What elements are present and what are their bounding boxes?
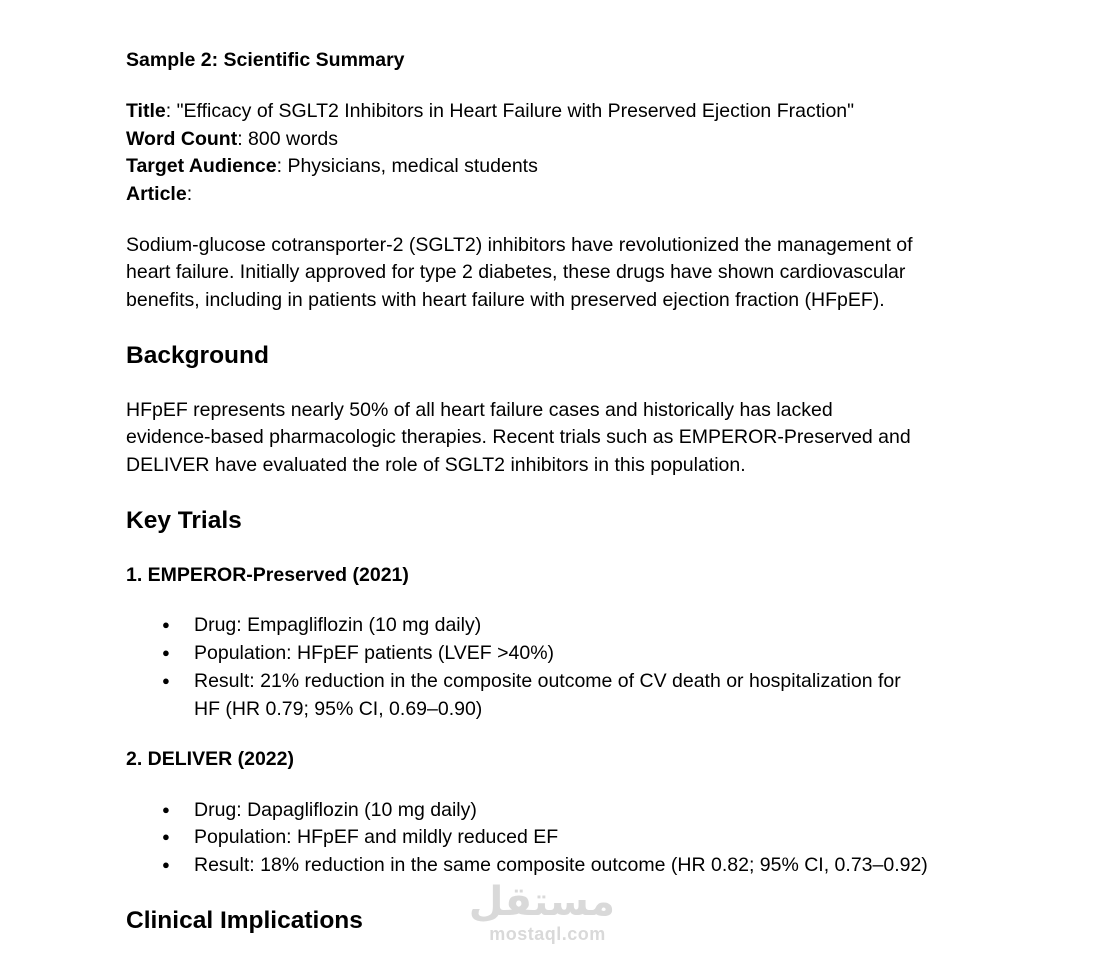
- bullet-icon: ●: [162, 673, 170, 688]
- intro-line: Sodium-glucose cotransporter-2 (SGLT2) inhibitors have revolutionized the management of: [126, 234, 913, 256]
- list-item: Result: 18% reduction in the same composite outcome (HR 0.82; 95% CI, 0.73–0.92): [194, 854, 928, 876]
- meta-title-line: [126, 97, 854, 125]
- background-line: HFpEF represents nearly 50% of all heart failure cases and historically has lacked: [126, 399, 833, 421]
- mostaql-watermark: [468, 879, 615, 944]
- audience-value: : Physicians, medical students: [276, 155, 538, 177]
- word-count-value: : 800 words: [237, 128, 339, 150]
- sample-title: Sample 2: Scientific Summary: [126, 49, 405, 71]
- list-item: Drug: Empagliflozin (10 mg daily): [194, 614, 482, 636]
- background-heading: Background: [126, 342, 269, 369]
- bullet-icon: ●: [162, 617, 170, 632]
- clinical-implications-heading: Clinical Implications: [126, 907, 363, 934]
- trial2-heading: 2. DELIVER (2022): [126, 748, 294, 770]
- trial1-heading: 1. EMPEROR-Preserved (2021): [126, 564, 409, 586]
- key-trials-heading: Key Trials: [126, 507, 242, 534]
- title-label: Title: [126, 100, 166, 122]
- list-item: Population: HFpEF and mildly reduced EF: [194, 826, 559, 848]
- bullet-icon: ●: [162, 645, 170, 660]
- bullet-icon: ●: [162, 829, 170, 844]
- background-line: evidence-based pharmacologic therapies. Recent trials such as EMPEROR-Preserved and: [126, 426, 911, 448]
- bullet-icon: ●: [162, 857, 170, 872]
- background-line: DELIVER have evaluated the role of SGLT2 inhibitors in this population.: [126, 454, 746, 476]
- list-item: Population: HFpEF patients (LVEF >40%): [194, 642, 555, 664]
- meta-word-count-line: [126, 125, 338, 153]
- word-count-label: Word Count: [126, 128, 238, 150]
- article-value: :: [186, 183, 193, 205]
- list-item-continuation: HF (HR 0.79; 95% CI, 0.69–0.90): [194, 698, 483, 720]
- watermark-url: mostaql.com: [489, 924, 606, 944]
- title-value: : "Efficacy of SGLT2 Inhibitors in Heart Failure with Preserved Ejection Fraction": [165, 100, 855, 122]
- intro-line: heart failure. Initially approved for type 2 diabetes, these drugs have shown cardiovascular: [126, 261, 906, 283]
- audience-label: Target Audience: [126, 155, 277, 177]
- meta-audience-line: [126, 152, 538, 180]
- bullet-icon: ●: [162, 802, 170, 817]
- list-item: Drug: Dapagliflozin (10 mg daily): [194, 799, 477, 821]
- watermark-logo: مستقل: [468, 879, 615, 925]
- intro-line: benefits, including in patients with heart failure with preserved ejection fraction (HFpEF).: [126, 289, 885, 311]
- meta-article-line: [126, 180, 192, 208]
- article-label: Article: [126, 183, 187, 205]
- list-item: Result: 21% reduction in the composite outcome of CV death or hospitalization for: [194, 670, 901, 692]
